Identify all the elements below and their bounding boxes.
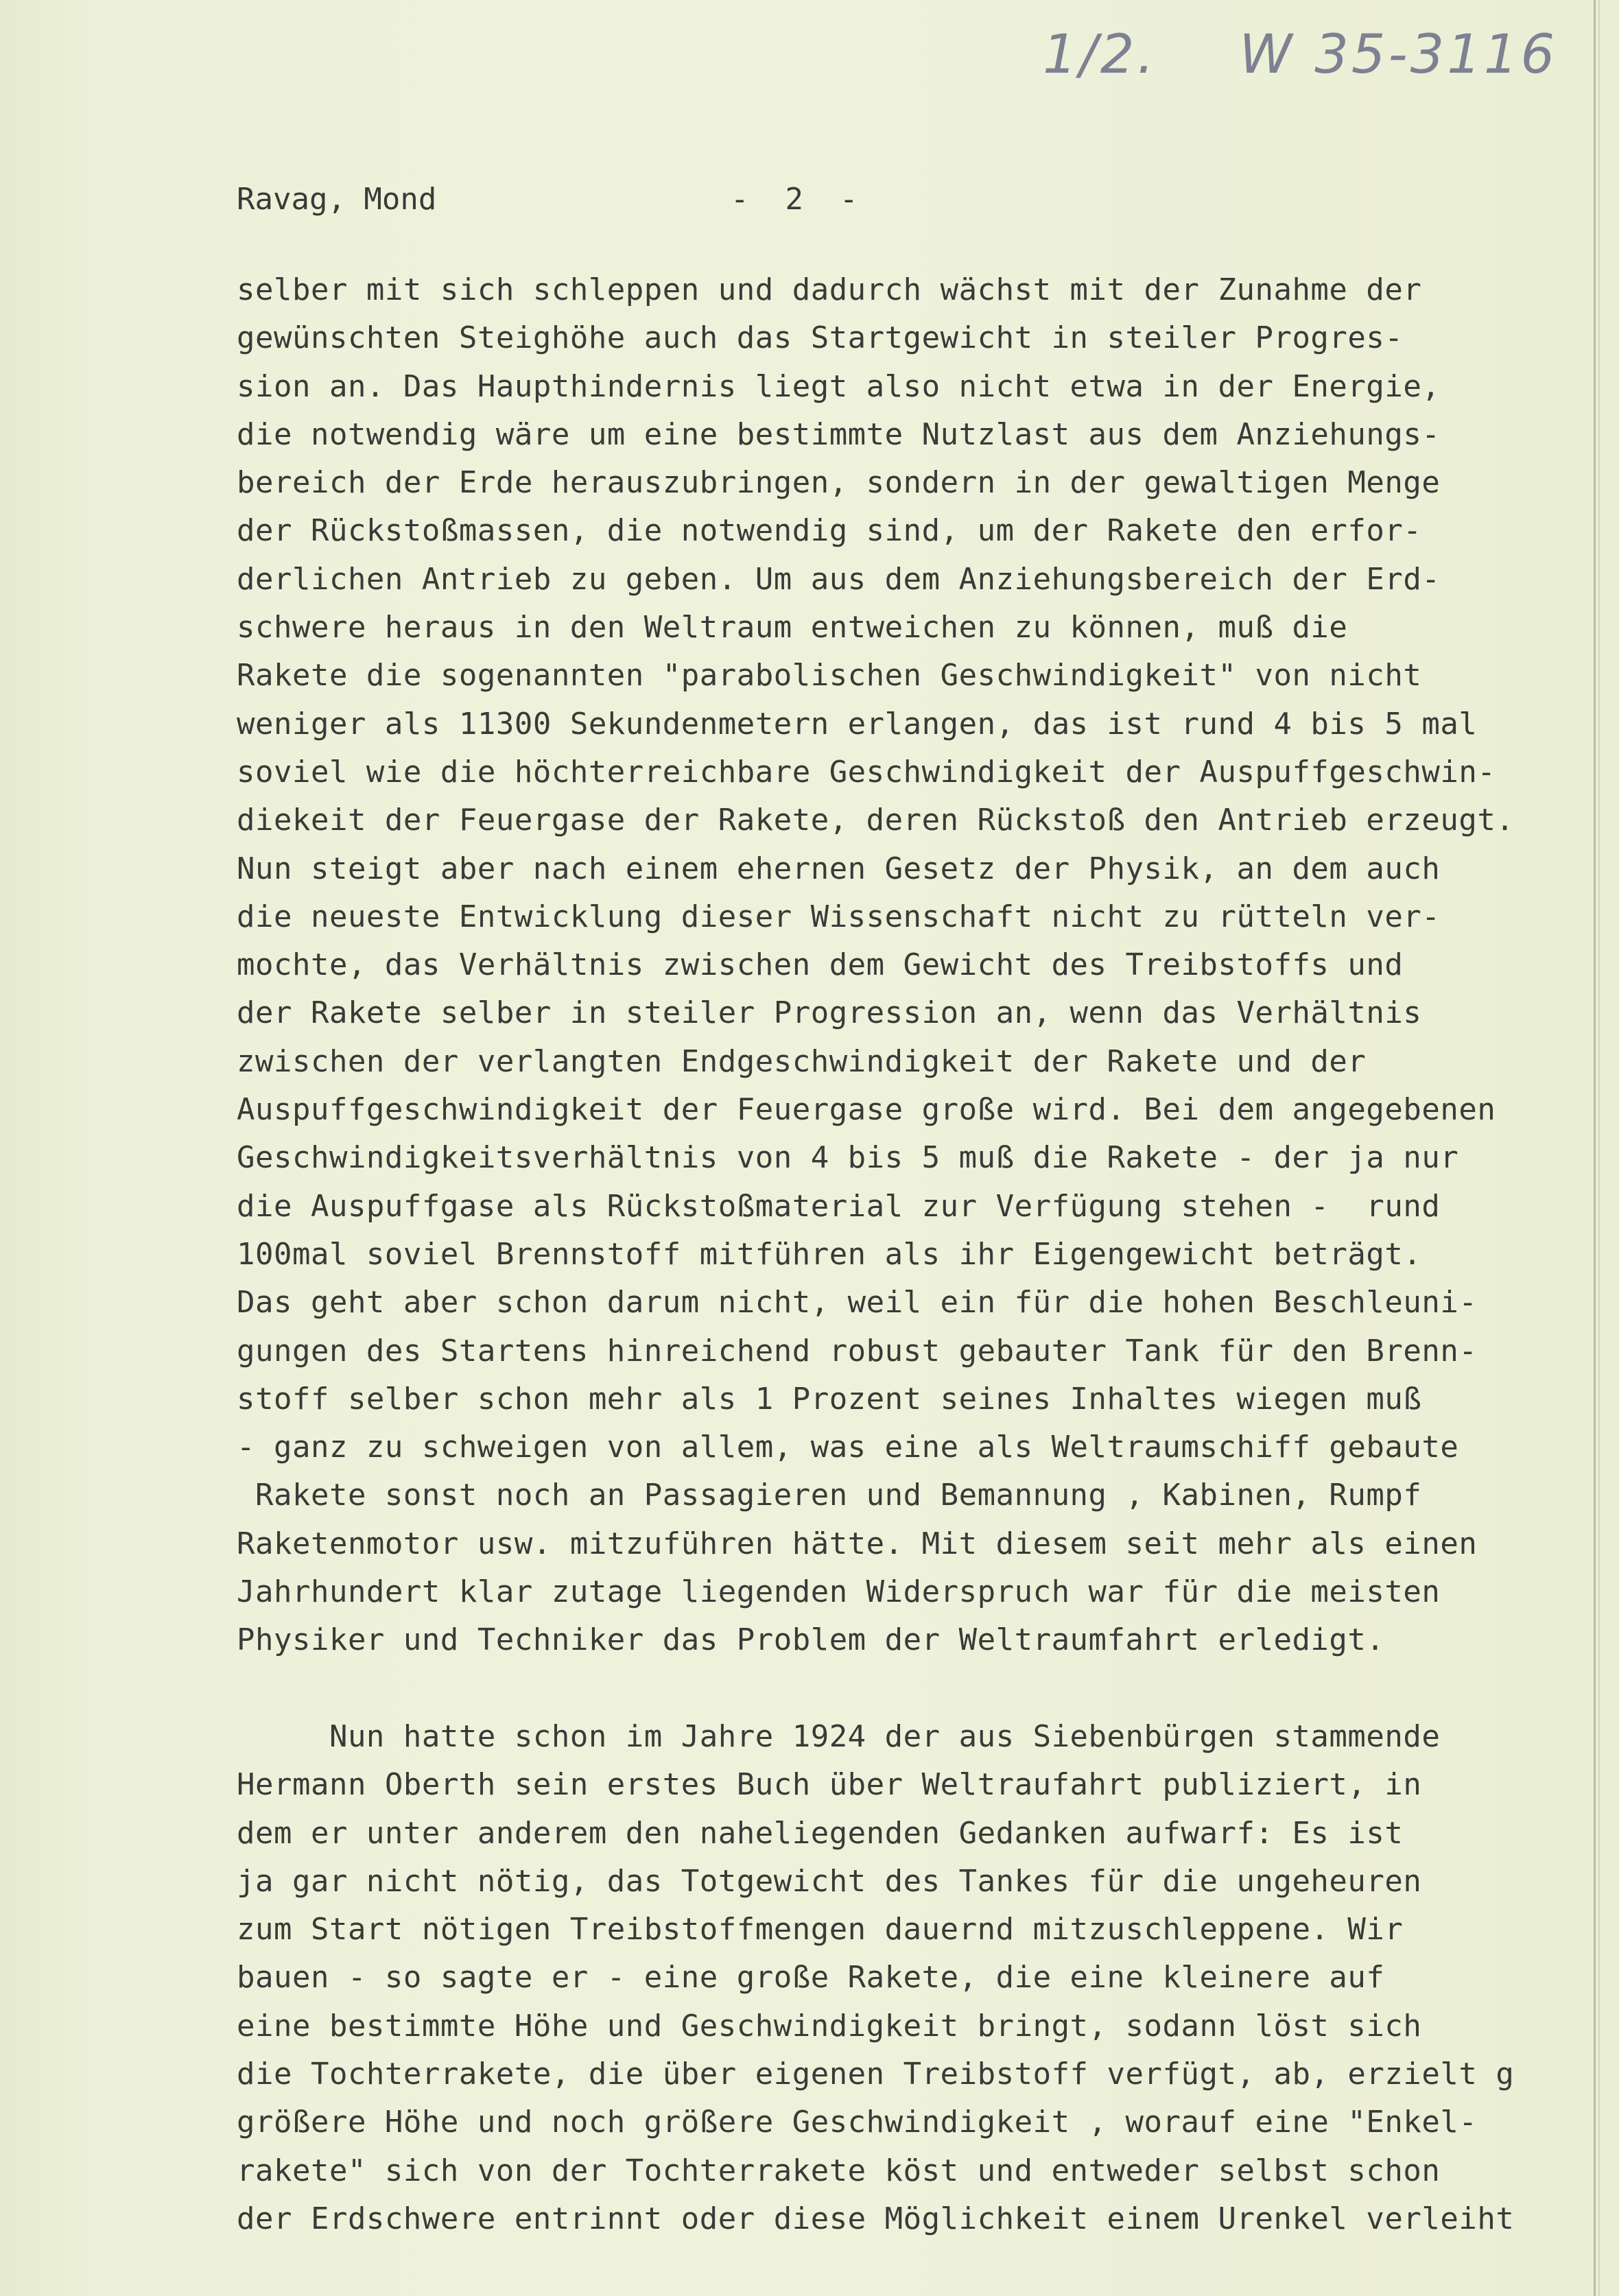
text-line: schwere heraus in den Weltraum entweichen zu können, muß die	[237, 610, 1348, 646]
text-line: soviel wie die höchterreichbare Geschwindigkeit der Auspuffgeschwin-	[237, 754, 1496, 790]
text-line: der Rakete selber in steiler Progression an, wenn das Verhältnis	[237, 995, 1422, 1031]
archive-marks	[1043, 21, 1558, 89]
text-line: dem er unter anderem den naheliegenden Gedanken aufwarf: Es ist	[237, 1815, 1404, 1851]
text-line: Jahrhundert klar zutage liegenden Widerspruch war für die meisten	[237, 1574, 1441, 1610]
text-line: Raketenmotor usw. mitzuführen hätte. Mit diesem seit mehr als einen	[237, 1526, 1478, 1561]
text-line: rakete" sich von der Tochterrakete köst und entweder selbst schon	[237, 2153, 1441, 2188]
text-line: bereich der Erde herauszubringen, sondern in der gewaltigen Menge	[237, 465, 1441, 501]
text-line: ja gar nicht nötig, das Totgewicht des Tankes für die ungeheuren	[237, 1863, 1422, 1899]
text-line: gewünschten Steighöhe auch das Startgewicht in steiler Progres-	[237, 320, 1404, 356]
text-line: Das geht aber schon darum nicht, weil ein für die hohen Beschleuni-	[237, 1285, 1478, 1321]
text-line: Rakete sonst noch an Passagieren und Bemannung , Kabinen, Rumpf	[237, 1478, 1422, 1513]
text-line: stoff selber schon mehr als 1 Prozent seines Inhaltes wiegen muß	[237, 1381, 1422, 1417]
text-line: größere Höhe und noch größere Geschwindigkeit , worauf eine "Enkel-	[237, 2105, 1478, 2140]
page-header	[237, 182, 957, 230]
folio-number: 1/2.	[1043, 24, 1157, 86]
text-line: Auspuffgeschwindigkeit der Feuergase große wird. Bei dem angegebenen	[237, 1092, 1496, 1128]
text-line: Hermann Oberth sein erstes Buch über Weltraufahrt publiziert, in	[237, 1767, 1422, 1803]
text-line: - ganz zu schweigen von allem, was eine als Weltraumschiff gebaute	[237, 1430, 1459, 1465]
archive-signature: W 35-3116	[1239, 24, 1558, 86]
text-line: der Erdschwere entrinnt oder diese Möglichkeit einem Urenkel verleiht	[237, 2201, 1515, 2236]
text-line: Physiker und Techniker das Problem der Weltraumfahrt erledigt.	[237, 1622, 1385, 1658]
text-line: die notwendig wäre um eine bestimmte Nutzlast aus dem Anziehungs-	[237, 416, 1441, 452]
text-line: Nun steigt aber nach einem ehernen Gesetz der Physik, an dem auch	[237, 851, 1441, 886]
text-line: Rakete die sogenannten "parabolischen Geschwindigkeit" von nicht	[237, 658, 1422, 694]
text-line: der Rückstoßmassen, die notwendig sind, um der Rakete den erfor-	[237, 513, 1422, 549]
text-line: zwischen der verlangten Endgeschwindigkeit der Rakete und der	[237, 1043, 1367, 1079]
text-line: zum Start nötigen Treibstoffmengen dauernd mitzuschleppene. Wir	[237, 1912, 1404, 1948]
text-line: Geschwindigkeitsverhältnis von 4 bis 5 muß die Rakete - der ja nur	[237, 1140, 1459, 1176]
page-number: - 2 -	[731, 182, 858, 217]
text-line: diekeit der Feuergase der Rakete, deren Rückstoß den Antrieb erzeugt.	[237, 803, 1515, 838]
text-line: derlichen Antrieb zu geben. Um aus dem Anziehungsbereich der Erd-	[237, 561, 1441, 597]
text-line: mochte, das Verhältnis zwischen dem Gewicht des Treibstoffs und	[237, 947, 1404, 983]
text-line: selber mit sich schleppen und dadurch wächst mit der Zunahme der	[237, 272, 1422, 307]
text-line: Nun hatte schon im Jahre 1924 der aus Siebenbürgen stammende	[237, 1718, 1441, 1754]
text-line: gungen des Startens hinreichend robust gebauter Tank für den Brenn-	[237, 1333, 1478, 1369]
header-title: Ravag, Mond	[237, 182, 437, 217]
text-line: die neueste Entwicklung dieser Wissenschaft nicht zu rütteln ver-	[237, 899, 1441, 934]
text-line: die Auspuffgase als Rückstoßmaterial zur Verfügung stehen - rund	[237, 1188, 1441, 1224]
text-line: sion an. Das Haupthindernis liegt also nicht etwa in der Energie,	[237, 368, 1441, 404]
text-line: die Tochterrakete, die über eigenen Treibstoff verfügt, ab, erzielt g	[237, 2056, 1515, 2092]
text-line: bauen - so sagte er - eine große Rakete, die eine kleinere auf	[237, 1960, 1385, 1996]
text-line: weniger als 11300 Sekundenmetern erlangen, das ist rund 4 bis 5 mal	[237, 706, 1478, 742]
text-line: eine bestimmte Höhe und Geschwindigkeit bringt, sodann löst sich	[237, 2008, 1422, 2044]
text-line: 100mal soviel Brennstoff mitführen als ihr Eigengewicht beträgt.	[237, 1236, 1422, 1272]
typewritten-body	[237, 266, 1602, 2243]
blank-line	[237, 1665, 1602, 1713]
